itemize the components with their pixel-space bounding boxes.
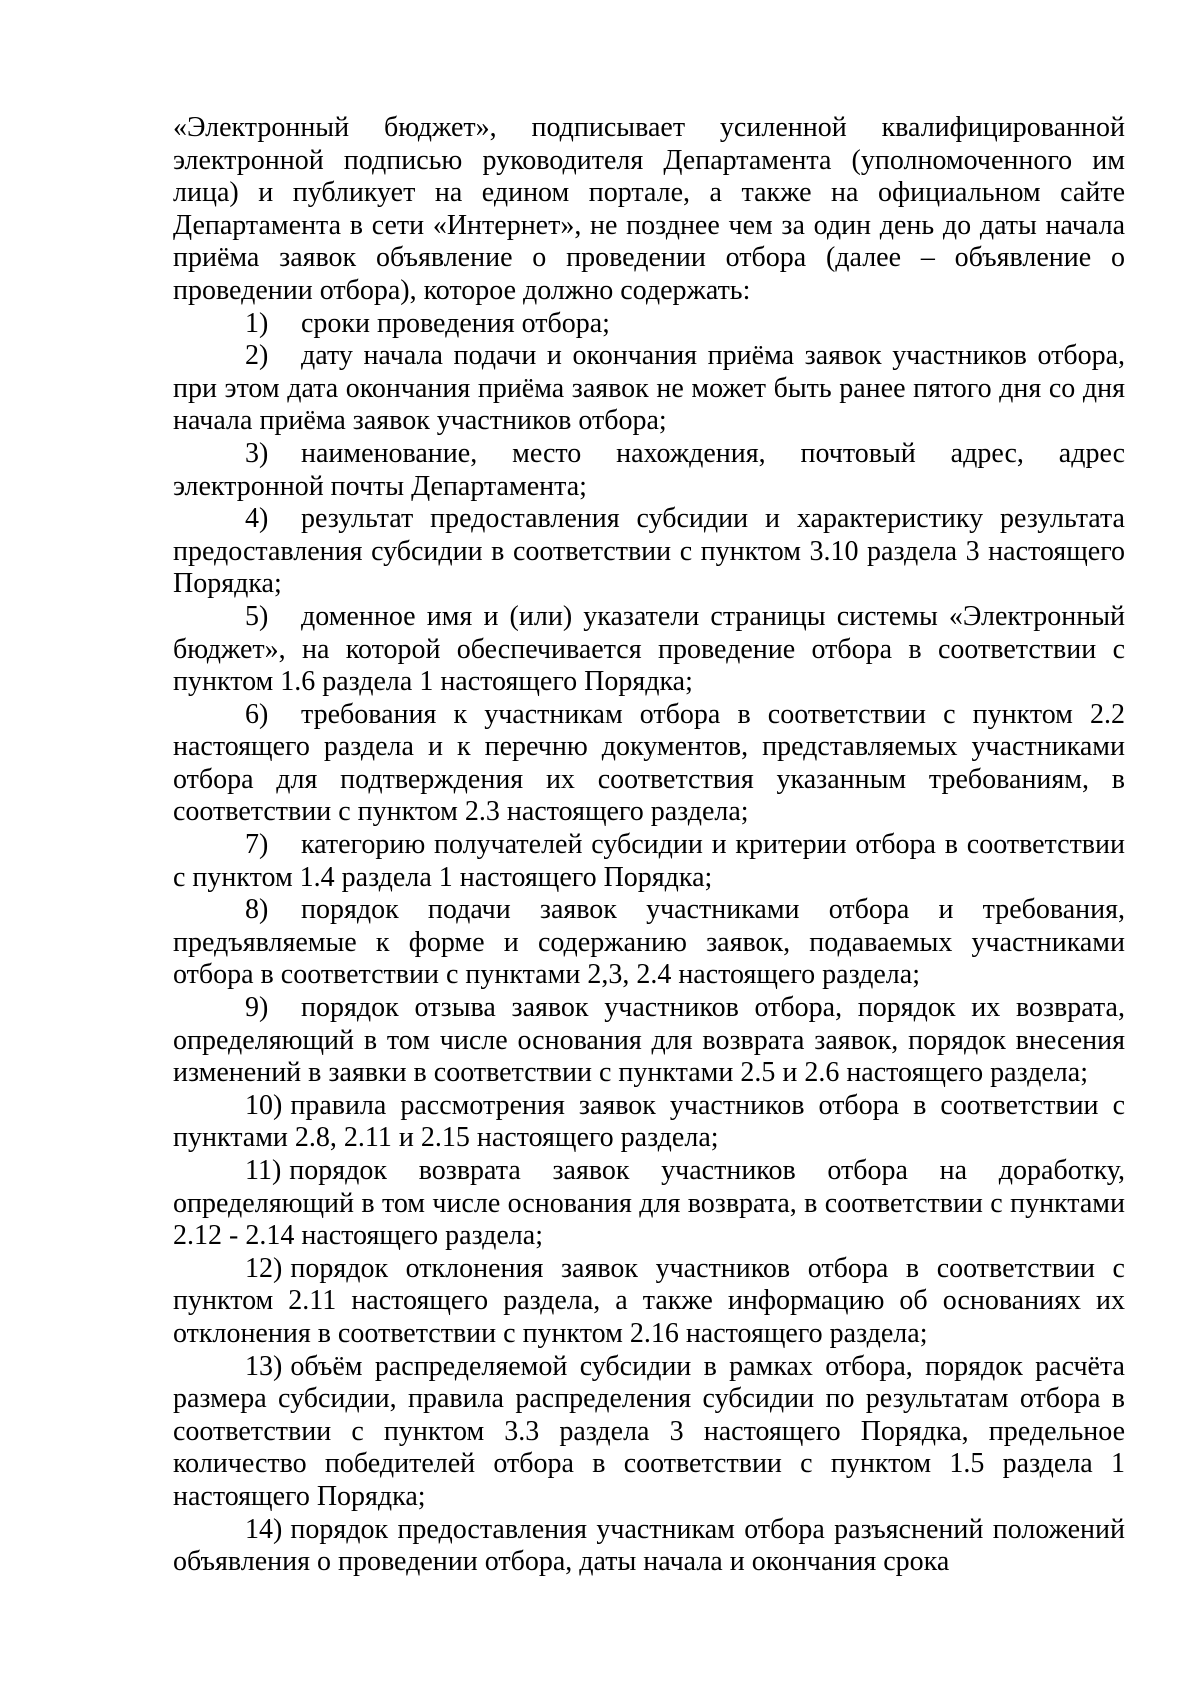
item-text: сроки проведения отбора; [301,307,610,339]
item-number: 6) [245,698,269,730]
item-number: 3) [245,437,269,469]
item-text: правила рассмотрения заявок участников отбора в соответствии с пунктами 2.8, 2.11 и 2.15 настоящего раздела; [173,1089,1125,1154]
list-item [173,308,1125,341]
item-text: порядок отклонения заявок участников отбора в соответствии с пунктом 2.11 настоящего раздела, а также информацию об основаниях их отклонения в соответствии с пунктом 2.16 настоящего раздела; [173,1252,1125,1349]
item-text: доменное имя и (или) указатели страницы системы «Электронный бюджет», на которой обеспечивается проведение отбора в соответствии с пунктом 1.6 раздела 1 настоящего Порядка; [173,600,1125,698]
item-text: требования к участникам отбора в соответствии с пунктом 2.2 настоящего раздела и к перечню документов, представляемых участниками отбора для подтверждения их соответствия указанным требованиям, в соответствии с пунктом 2.3 настоящего раздела; [173,698,1125,828]
item-number: 4) [245,503,269,535]
list-item [173,699,1125,829]
item-text: объём распределяемой субсидии в рамках отбора, порядок расчёта размера субсидии, правила распределения субсидии по результатам отбора в соответствии с пунктом 3.3 раздела 3 настоящего Порядка, предельное количество победителей отбора в соответствии с пунктом 1.5 раздела 1 настоящего Порядка; [173,1350,1125,1512]
list-item [173,1351,1125,1514]
item-number: 1) [245,307,269,339]
item-number: 11) [245,1155,282,1186]
list-item [173,1155,1125,1253]
document-page [173,112,1125,1579]
item-number: 8) [245,894,269,926]
list-item [173,992,1125,1090]
list-item [173,829,1125,894]
item-number: 14) [245,1513,283,1545]
item-number: 2) [245,340,269,372]
list-item [173,601,1125,699]
item-text: результат предоставления субсидии и характеристику результата предоставления субсидии в соответствии с пунктом 3.10 раздела 3 настоящего Порядка; [173,503,1125,600]
item-number: 12) [245,1252,283,1284]
item-text: дату начала подачи и окончания приёма заявок участников отбора, при этом дата окончания приёма заявок не может быть ранее пятого дня со дня начала приёма заявок участников отбора; [173,340,1125,437]
item-number: 13) [245,1350,283,1382]
item-text: наименование, место нахождения, почтовый адрес, адрес электронной почты Департамента; [173,437,1125,502]
item-number: 9) [245,992,269,1024]
item-number: 7) [245,829,269,861]
list-item [173,503,1125,601]
list-item [173,1514,1125,1579]
intro-paragraph: «Электронный бюджет», подписывает усиленной квалифицированной электронной подписью руководителя Департамента (уполномоченного им лица) и публикует на едином портале, а также на официальном сайте Департамента в сети «Интернет», не позднее чем за один день до даты начала приёма заявок объявление о проведении отбора (далее – объявление о проведении отбора), которое должно содержать: [173,112,1125,306]
item-number: 10) [245,1089,283,1121]
item-text: порядок предоставления участникам отбора разъяснений положений объявления о проведении отбора, даты начала и окончания срока [173,1513,1125,1578]
list-item [173,1090,1125,1155]
list-item [173,894,1125,992]
item-text: категорию получателей субсидии и критерии отбора в соответствии с пунктом 1.4 раздела 1 настоящего Порядка; [173,829,1125,893]
list-item [173,438,1125,503]
list-item [173,340,1125,438]
item-text: порядок отзыва заявок участников отбора, порядок их возврата, определяющий в том числе основания для возврата заявок, порядок внесения изменений в заявки в соответствии с пунктами 2.5 и 2.6 настоящего раздела; [173,992,1125,1089]
item-text: порядок подачи заявок участниками отбора и требования, предъявляемые к форме и содержанию заявок, подаваемых участниками отбора в соответствии с пунктами 2,3, 2.4 настоящего раздела; [173,894,1125,991]
item-number: 5) [245,600,269,632]
item-text: порядок возврата заявок участников отбора на доработку, определяющий в том числе основания для возврата, в соответствии с пунктами 2.12 - 2.14 настоящего раздела; [173,1155,1125,1252]
list-item [173,1253,1125,1351]
